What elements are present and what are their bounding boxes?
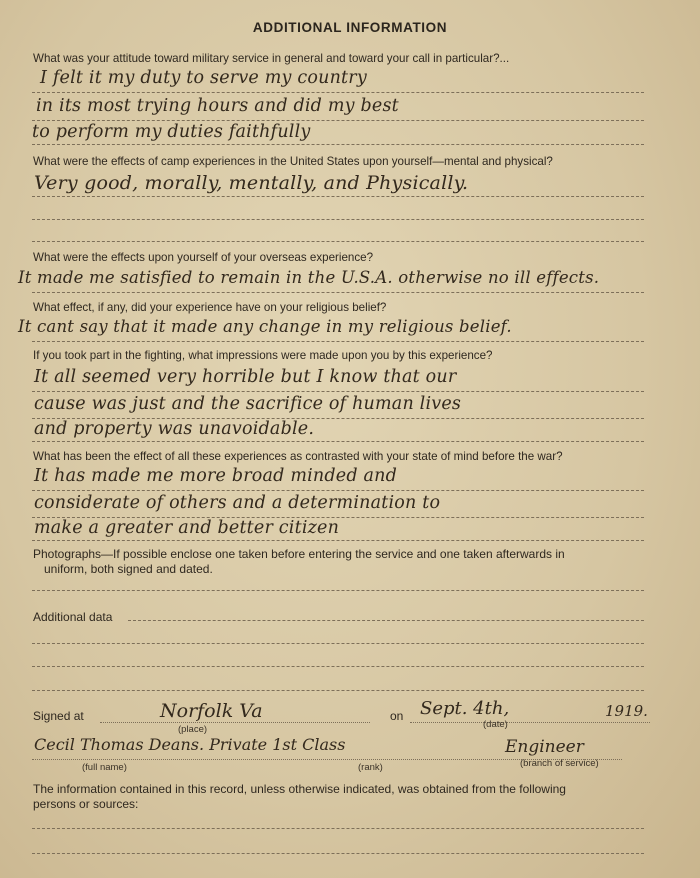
answer-line — [32, 120, 644, 121]
answer-line — [32, 144, 644, 145]
information-sources-line-1: The information contained in this record, unless otherwise indicated, was obtained from the following — [33, 782, 566, 796]
question-overseas-effects: What were the effects upon yourself of your overseas experience? — [33, 251, 374, 264]
answer-fighting-line-3: and property was unavoidable. — [34, 419, 315, 439]
full-name-caption: (full name) — [82, 762, 127, 773]
answer-line — [32, 540, 644, 541]
answer-contrast-line-2: considerate of others and a determination to — [34, 493, 441, 513]
answer-line — [32, 292, 644, 293]
question-attitude: What was your attitude toward military service in general and toward your call in particular?... — [33, 52, 510, 65]
answer-contrast-line-1: It has made me more broad minded and — [34, 466, 398, 486]
date-line — [410, 722, 650, 723]
photographs-instruction-line-1: Photographs—If possible enclose one taken before entering the service and one taken afterwards in — [33, 547, 565, 561]
answer-line — [32, 666, 644, 667]
branch-value: Engineer — [505, 737, 584, 757]
answer-camp-effects-line-1: Very good, morally, mentally, and Physically. — [34, 172, 469, 194]
place-caption: (place) — [178, 724, 208, 735]
additional-data-label: Additional data — [33, 610, 113, 624]
answer-line — [32, 241, 644, 242]
answer-line — [32, 219, 644, 220]
answer-line — [32, 92, 644, 93]
answer-line — [32, 690, 644, 691]
question-religious: What effect, if any, did your experience have on your religious belief? — [33, 301, 387, 314]
answer-line — [32, 643, 644, 644]
place-line — [100, 722, 370, 723]
answer-line — [32, 490, 644, 491]
answer-line — [32, 590, 644, 591]
question-camp-effects: What were the effects of camp experiences in the United States upon yourself—mental and physical? — [33, 155, 553, 168]
answer-line — [32, 196, 644, 197]
answer-line — [32, 441, 644, 442]
signed-year-value: 1919. — [605, 702, 648, 720]
information-sources-line-2: persons or sources: — [33, 797, 139, 811]
answer-religious-line-1: It cant say that it made any change in my religious belief. — [18, 317, 512, 336]
answer-contrast-line-3: make a greater and better citizen — [34, 518, 340, 538]
answer-attitude-line-2: in its most trying hours and did my best — [36, 96, 399, 116]
rank-caption: (rank) — [358, 762, 383, 773]
answer-attitude-line-1: I felt it my duty to serve my country — [40, 68, 367, 88]
signed-at-label: Signed at — [33, 709, 84, 723]
page-heading: ADDITIONAL INFORMATION — [252, 20, 448, 35]
question-contrast: What has been the effect of all these experiences as contrasted with your state of mind before the war? — [33, 450, 563, 463]
answer-fighting-line-2: cause was just and the sacrifice of human lives — [34, 394, 462, 414]
answer-line — [128, 620, 644, 621]
answer-line — [32, 341, 644, 342]
on-label: on — [390, 709, 404, 723]
branch-caption: (branch of service) — [520, 758, 599, 769]
answer-overseas-effects-line-1: It made me satisfied to remain in the U.S.A. otherwise no ill effects. — [18, 268, 600, 287]
answer-fighting-line-1: It all seemed very horrible but I know that our — [34, 367, 457, 387]
signed-date-value: Sept. 4th, — [420, 698, 510, 719]
question-fighting: If you took part in the fighting, what impressions were made upon you by this experience? — [33, 349, 493, 362]
answer-line — [32, 828, 644, 829]
photographs-instruction-line-2: uniform, both signed and dated. — [44, 562, 213, 576]
answer-line — [32, 853, 644, 854]
full-name-value: Cecil Thomas Deans. Private 1st Class — [34, 735, 346, 754]
signed-place-value: Norfolk Va — [160, 700, 263, 722]
answer-attitude-line-3: to perform my duties faithfully — [32, 122, 311, 142]
date-caption: (date) — [483, 719, 508, 730]
answer-line — [32, 391, 644, 392]
